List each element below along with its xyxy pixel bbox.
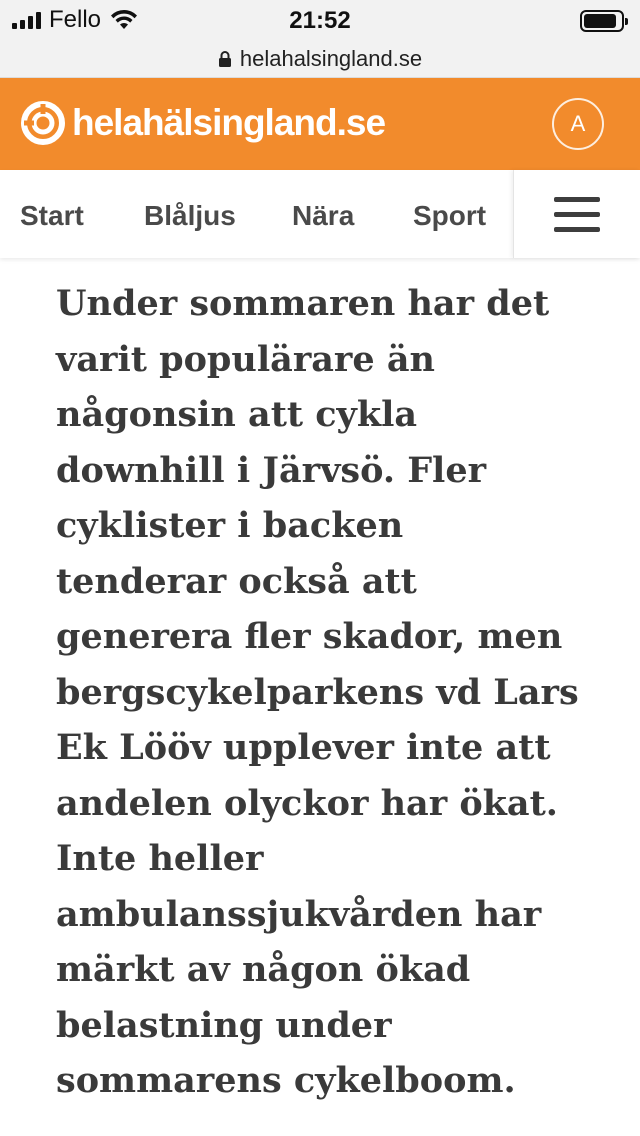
site-logo[interactable] [20,100,385,146]
logo-mark-icon [20,100,66,146]
carrier-name: Fello [49,6,102,33]
battery-icon [580,10,624,32]
nav-item-sport[interactable]: Sport [413,200,487,231]
browser-url-bar[interactable] [0,40,640,78]
logo-text: helahälsingland.se [72,102,386,143]
section-nav [0,170,640,258]
nav-items [0,170,512,258]
hamburger-menu-icon[interactable] [513,170,640,258]
status-time: 21:52 [289,7,351,34]
url-text: helahalsingland.se [239,45,423,71]
lock-icon [218,50,232,68]
account-button[interactable]: A [552,98,604,150]
nav-item-nara[interactable]: Nära [292,200,355,231]
nav-item-start[interactable]: Start [20,200,84,231]
nav-item-blaljus[interactable]: Blåljus [144,200,236,231]
article-lead: Under sommaren har det varit populärare än någonsin att cykla downhill i Järvsö. Fler cyklister i backen tenderar också att generera fler skador, men bergscykelparkens vd Lars Ek Lööv upplever inte att andelen olyckor har ökat. Inte heller ambulanssjukvården har märkt av någon ökad belastning under sommarens cykelboom. [56,283,579,1101]
status-bar [0,0,640,40]
site-header [0,78,640,170]
